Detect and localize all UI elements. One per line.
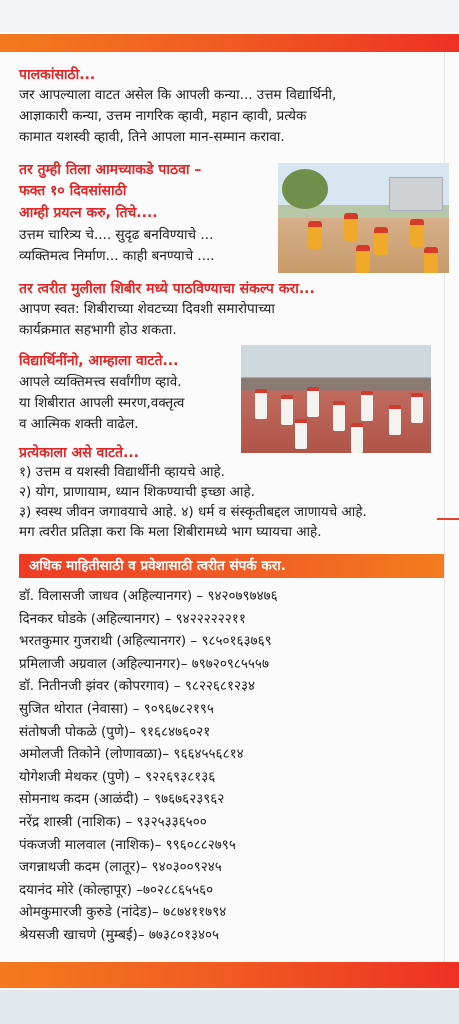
drill-photo — [278, 163, 449, 273]
everyone-heading: प्रत्येकाला असे वाटते... — [19, 445, 139, 461]
send-line-1: उत्तम चारित्र्य चे.... सुदृढ बनविण्याचे ... — [19, 227, 214, 243]
contact-item: अमोलजी तिकोने (लोणावळा)– ९६६४५५६८१४ — [19, 746, 244, 763]
students-line-3: व आत्मिक शक्ती वाढेल. — [19, 416, 139, 432]
top-orange-band — [0, 34, 459, 52]
everyone-line-3: ३) स्वस्थ जीवन जगावयाचे आहे. ४) धर्म व संस्कृतीबद्दल जाणायचे आहे. — [19, 504, 367, 520]
contact-item: डॉ. नितीनजी झंवर (कोपरगाव) – ९८२२६८१२३४ — [19, 678, 256, 695]
send-section — [19, 160, 215, 267]
contact-item: सोमनाथ कदम (आळंदी) – ९७६७६२३९६२ — [19, 791, 225, 808]
parents-line-2: आज्ञाकारी कन्या, उत्तम नागरिक व्हावी, महान व्हावी, प्रत्येक — [19, 108, 307, 124]
resolve-line-1: आपण स्वत: शिबीराच्या शेवटच्या दिवशी समारोपाच्या — [19, 301, 275, 317]
parents-heading: पालकांसाठी... — [19, 67, 96, 83]
everyone-line-2: २) योग, प्राणायाम, ध्यान शिकण्याची इच्छा आहे. — [19, 484, 255, 500]
resolve-section — [19, 280, 315, 341]
send-heading-1: तर तुम्ही तिला आमच्याकडे पाठवा – — [19, 162, 202, 178]
everyone-section — [19, 444, 367, 542]
students-heading: विद्यार्थिनींनो, आम्हाला वाटते... — [19, 353, 179, 369]
bottom-orange-band — [0, 962, 459, 988]
contact-banner: अधिक माहितीसाठी व प्रवेशासाठी त्वरीत संपर्क करा. — [19, 554, 444, 578]
send-heading-3: आम्ही प्रयत्न करु, तिचे.... — [19, 205, 158, 221]
students-line-1: आपले व्यक्तिमत्त्व सर्वांगीण व्हावे. — [19, 374, 182, 390]
resolve-heading: तर त्वरीत मुलीला शिबीर मध्ये पाठविण्याचा संकल्प करा... — [19, 281, 315, 297]
contact-item: भरतकुमार गुजराथी (अहिल्यानगर) – ९८५०१६३७६९ — [19, 633, 272, 650]
contact-item: दिनकर घोडके (अहिल्यानगर) – ९४२२२२२२११ — [19, 610, 246, 627]
contact-item: नरेंद्र शास्त्री (नाशिक) – ९३२५३३६५०० — [19, 813, 207, 830]
contact-item: योगेशजी मेथकर (पुणे) – ९२२६९३८१३६ — [19, 768, 216, 785]
contact-item: ओमकुमारजी कुरुडे (नांदेड)– ७८७४११७९४ — [19, 904, 227, 921]
everyone-line-1: १) उत्तम व यशस्वी विद्यार्थीनी व्हायचे आहे. — [19, 464, 225, 480]
red-pointer-line — [437, 518, 459, 520]
resolve-line-2: कार्यक्रमात सहभागी होउ शकता. — [19, 322, 177, 338]
students-section — [19, 350, 184, 435]
contact-item: संतोषजी पोकळे (पुणे)– ९१६८४७६०२१ — [19, 723, 211, 740]
parents-line-3: कामात यशस्वी व्हावी, तिने आपला मान-सम्मान करावा. — [19, 129, 285, 145]
send-heading-2: फक्त १० दिवसांसाठी — [19, 183, 127, 199]
students-line-2: या शिबीरात आपली स्मरण,वक्तृत्व — [19, 395, 185, 411]
contact-item: श्रेयसजी खाचणे (मुम्बई)– ७७३८०१३४०५ — [19, 926, 220, 943]
contact-item: पंकजजी मालवाल (नाशिक)– ९९६०८८२७९५ — [19, 836, 236, 853]
everyone-line-4: मग त्वरीत प्रतिज्ञा करा कि मला शिबीरामध्ये भाग घ्यायचा आहे. — [19, 524, 322, 540]
send-line-2: व्यक्तिमत्व निर्माण... काही बनण्याचे .... — [19, 248, 215, 264]
parents-line-1: जर आपल्याला वाटत असेल कि आपली कन्या... उत्तम विद्यार्थिनी, — [19, 87, 337, 103]
contact-item: सुजित थोरात (नेवासा) – ९०९६७८२१९५ — [19, 700, 214, 717]
contact-list — [19, 585, 278, 947]
contact-item: दयानंद मोरे (कोल्हापूर) –७०२८८६५५६० — [19, 881, 214, 898]
contact-item: डॉ. विलासजी जाधव (अहिल्यानगर) – ९४२०७९७४७६ — [19, 588, 278, 604]
contact-item: जगन्नाथजी कदम (लातूर)– ९४०३००९२४५ — [19, 859, 222, 876]
contact-item: प्रमिलाजी अग्रवाल (अहिल्यानगर)– ७९७२०९८५५५७ — [19, 655, 269, 672]
parents-section — [19, 66, 336, 148]
training-photo — [241, 345, 431, 453]
